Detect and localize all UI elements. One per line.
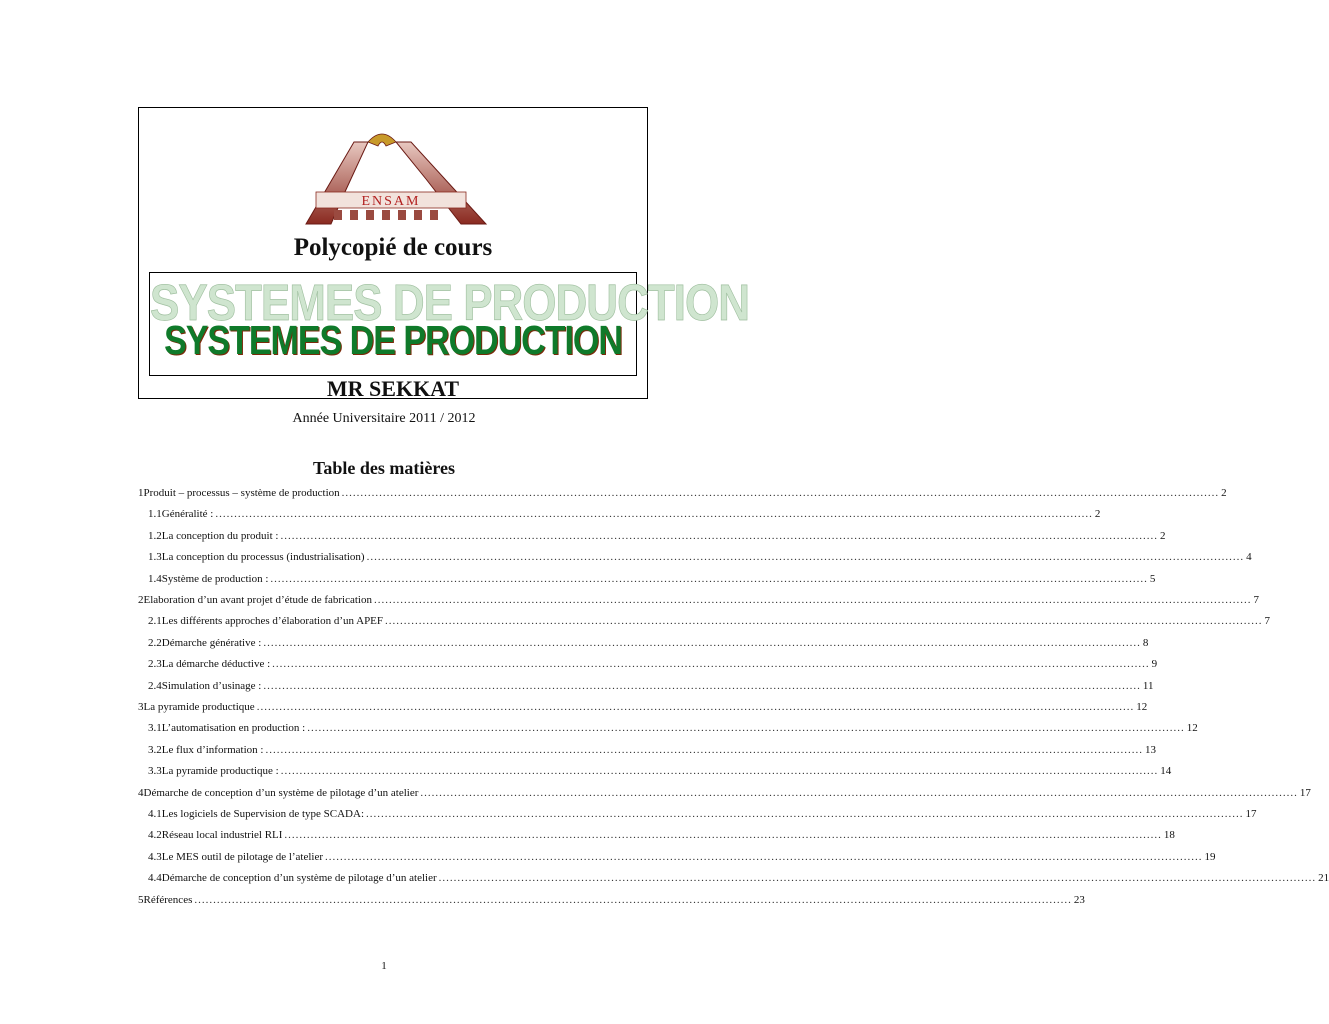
toc-entry-title: Généralité : bbox=[161, 508, 214, 521]
toc-entry-page: 2 bbox=[1159, 529, 1166, 542]
toc-leader-dots bbox=[439, 870, 1317, 886]
toc-entry[interactable] bbox=[138, 699, 1148, 719]
toc-leader-dots bbox=[281, 763, 1159, 779]
toc-entry[interactable] bbox=[148, 635, 1149, 655]
toc-leader-dots bbox=[366, 806, 1244, 822]
toc-entry-number: 1 bbox=[138, 487, 144, 499]
toc-entry-title: Démarche générative : bbox=[161, 636, 262, 649]
toc-entry-number: 1.4 bbox=[148, 572, 162, 585]
toc-entry[interactable] bbox=[148, 678, 1154, 698]
toc-entry-page: 7 bbox=[1264, 615, 1271, 628]
toc-entry-title: Elaboration d’un avant projet d’étude de fabrication bbox=[143, 594, 372, 606]
page-number: 1 bbox=[381, 960, 387, 972]
toc-entry-page: 23 bbox=[1073, 893, 1085, 906]
toc-leader-dots bbox=[342, 485, 1220, 501]
toc-entry-title: Réseau local industriel RLI bbox=[161, 829, 283, 842]
toc-entry-title: L’automatisation en production : bbox=[161, 722, 306, 735]
toc-entry-title: La conception du processus (industrialisation) bbox=[161, 551, 365, 564]
toc-leader-dots bbox=[307, 720, 1185, 736]
toc-leader-dots bbox=[194, 892, 1072, 908]
toc-entry[interactable] bbox=[148, 528, 1166, 548]
toc-entry-page: 8 bbox=[1142, 636, 1149, 649]
toc-entry-page: 17 bbox=[1245, 808, 1257, 820]
toc-entry-title: Démarche de conception d’un système de pilotage d’un atelier bbox=[161, 872, 437, 885]
toc-entry-page: 17 bbox=[1299, 786, 1311, 799]
toc-entry[interactable] bbox=[148, 613, 1271, 633]
toc-entry-number: 1.1 bbox=[148, 508, 162, 521]
toc-leader-dots bbox=[374, 592, 1252, 608]
author: MR SEKKAT bbox=[326, 376, 460, 401]
title-wordart-shadow: SYSTEMES DE PRODUCTION bbox=[150, 275, 749, 332]
toc-entry[interactable] bbox=[148, 806, 1257, 826]
toc-entry-title: Simulation d’usinage : bbox=[161, 679, 262, 692]
toc-entry[interactable] bbox=[138, 485, 1227, 505]
toc-leader-dots bbox=[257, 699, 1135, 715]
title-box bbox=[149, 272, 749, 376]
toc-entry-title: Références bbox=[143, 893, 193, 906]
toc-entry-number: 2 bbox=[138, 594, 144, 606]
toc-entry-title: Système de production : bbox=[161, 572, 269, 585]
toc-entry-number: 4 bbox=[138, 786, 144, 799]
toc-entry-title: Démarche de conception d’un système de pilotage d’un atelier bbox=[143, 786, 419, 799]
toc-entry[interactable] bbox=[148, 571, 1156, 591]
toc-leader-dots bbox=[215, 506, 1093, 522]
toc-entry-number: 4.4 bbox=[148, 872, 162, 885]
toc-entry-page: 12 bbox=[1136, 701, 1148, 713]
toc-entry[interactable] bbox=[148, 763, 1172, 783]
toc-entry-number: 3.1 bbox=[148, 722, 162, 735]
toc-entry-page: 12 bbox=[1186, 722, 1198, 735]
toc-entry-title: La démarche déductive : bbox=[161, 658, 271, 671]
toc-entry-number: 3.2 bbox=[148, 743, 162, 756]
toc-entry[interactable] bbox=[148, 549, 1252, 569]
toc-entry-page: 5 bbox=[1149, 572, 1156, 585]
toc-entry[interactable] bbox=[148, 656, 1158, 676]
toc-entry-page: 4 bbox=[1246, 551, 1252, 564]
toc-leader-dots bbox=[265, 742, 1143, 758]
subtitle: Polycopié de cours bbox=[293, 234, 493, 261]
toc-leader-dots bbox=[325, 849, 1203, 865]
toc-leader-dots bbox=[367, 549, 1245, 565]
toc-entry-page: 18 bbox=[1163, 829, 1175, 842]
toc-leader-dots bbox=[263, 678, 1141, 694]
ensam-logo bbox=[286, 124, 496, 234]
logo-text: ENSAM bbox=[361, 194, 421, 209]
toc-entry[interactable] bbox=[148, 870, 1329, 890]
title-wordart: SYSTEMES DE PRODUCTION bbox=[164, 318, 622, 364]
toc-leader-dots bbox=[284, 827, 1162, 843]
toc-entry-page: 7 bbox=[1253, 594, 1259, 606]
toc-entry-title: Le MES outil de pilotage de l’atelier bbox=[161, 850, 324, 863]
toc-entry-title: Le flux d’information : bbox=[161, 743, 264, 756]
toc-entry-number: 3 bbox=[138, 701, 144, 713]
toc-entry-number: 2.3 bbox=[148, 658, 162, 671]
toc-entry-page: 14 bbox=[1160, 765, 1172, 778]
toc-entry-number: 2.4 bbox=[148, 679, 162, 692]
toc-leader-dots bbox=[420, 785, 1298, 801]
toc-leader-dots bbox=[280, 528, 1158, 544]
toc-entry-number: 2.1 bbox=[148, 615, 162, 628]
cover-frame bbox=[138, 107, 749, 401]
toc-entry[interactable] bbox=[138, 592, 1259, 612]
toc-title: Table des matières bbox=[313, 458, 455, 478]
toc-entry-number: 5 bbox=[138, 893, 144, 906]
toc-leader-dots bbox=[270, 571, 1148, 587]
toc-entry-title: La pyramide productique : bbox=[161, 765, 279, 778]
toc-entry-page: 21 bbox=[1318, 872, 1329, 885]
toc-entry-page: 2 bbox=[1094, 508, 1101, 521]
toc-entry[interactable] bbox=[148, 742, 1156, 762]
toc-entry[interactable] bbox=[148, 720, 1198, 740]
toc-entry[interactable] bbox=[148, 849, 1216, 869]
toc-entry-page: 19 bbox=[1204, 850, 1216, 863]
toc-entry[interactable] bbox=[148, 827, 1175, 847]
toc-leader-dots bbox=[385, 613, 1263, 629]
toc-entry-title: Produit – processus – système de production bbox=[143, 487, 340, 499]
toc-entry-number: 4.3 bbox=[148, 850, 162, 863]
toc-entry-title: La conception du produit : bbox=[161, 529, 279, 542]
toc-entry-title: Les différents approches d’élaboration d’un APEF bbox=[161, 615, 384, 628]
toc-entry[interactable] bbox=[148, 506, 1101, 526]
toc-entry[interactable] bbox=[138, 785, 1311, 805]
toc-entry-number: 4.1 bbox=[148, 808, 162, 820]
toc-entry-number: 1.3 bbox=[148, 551, 162, 564]
toc-entry-page: 9 bbox=[1151, 658, 1158, 671]
toc-entry-page: 13 bbox=[1144, 743, 1156, 756]
toc-leader-dots bbox=[272, 656, 1150, 672]
toc-entry-title: Les logiciels de Supervision de type SCADA: bbox=[161, 808, 365, 820]
toc-entry[interactable] bbox=[138, 892, 1085, 912]
toc-entry-page: 2 bbox=[1221, 487, 1227, 499]
toc-leader-dots bbox=[263, 635, 1141, 651]
toc-entry-number: 1.2 bbox=[148, 529, 162, 542]
academic-year: Année Universitaire 2011 / 2012 bbox=[292, 411, 476, 426]
toc-entry-number: 3.3 bbox=[148, 765, 162, 778]
toc-entry-number: 2.2 bbox=[148, 636, 162, 649]
toc-entry-page: 11 bbox=[1142, 679, 1154, 692]
toc-entry-title: La pyramide productique bbox=[143, 701, 255, 713]
toc-entry-number: 4.2 bbox=[148, 829, 162, 842]
